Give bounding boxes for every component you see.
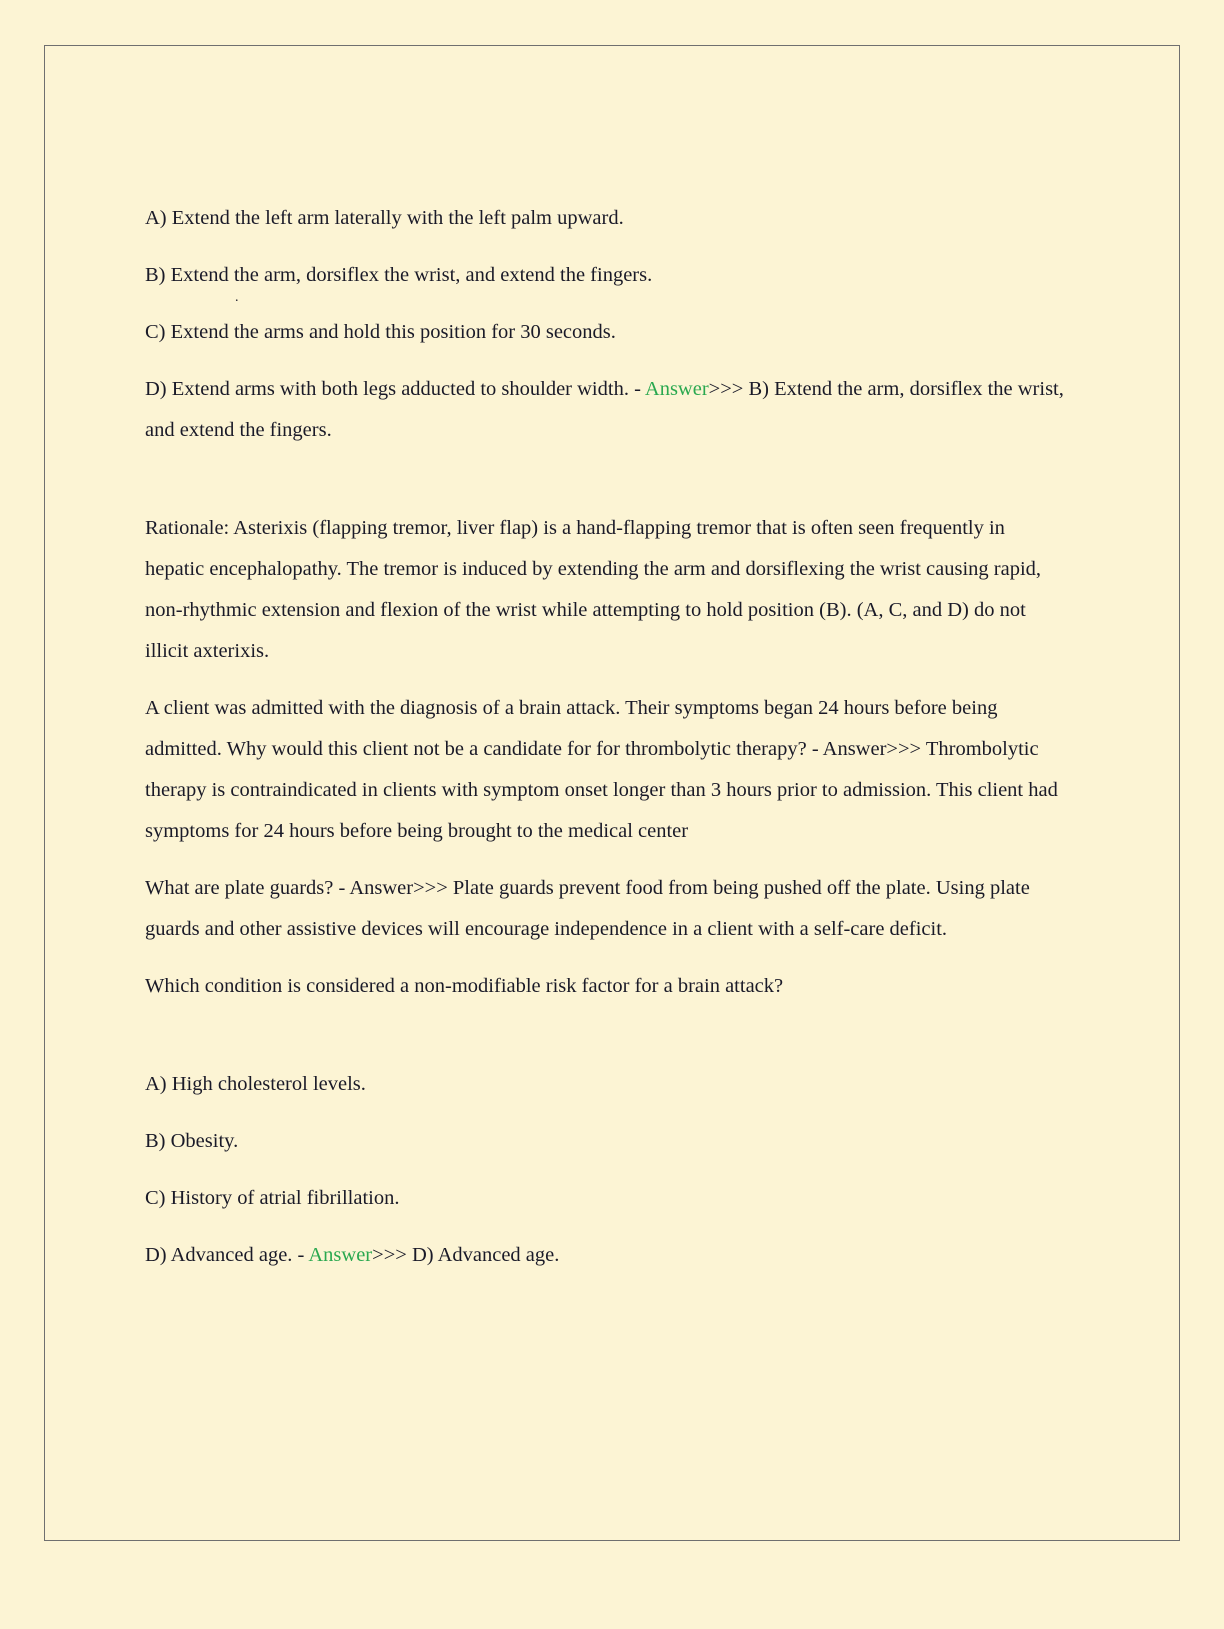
text-segment: What are plate guards? - Answer>>> Plate guards prevent food from being pushed off the plate. Using plate guards and other assistive devices will encourage independence in a client with a self-care deficit. (145, 877, 1030, 940)
document-page (44, 45, 1180, 1541)
text-segment: Which condition is considered a non-modifiable risk factor for a brain attack? (145, 975, 784, 997)
text-segment: A) Extend the left arm laterally with the left palm upward. (145, 207, 624, 229)
answer-label-green: Answer (644, 378, 709, 400)
text-segment: Rationale: Asterixis (flapping tremor, liver flap) is a hand-flapping tremor that is often seen frequently in hepatic encephalopathy. The tremor is induced by extending the arm and dorsiflexing the wrist causing rapid, non-rhythmic extension and flexion of the wrist while attempting to hold position (B). (A, C, and D) do not illicit axterixis. (145, 517, 1042, 662)
text-segment: B) Obesity. (145, 1130, 239, 1152)
option-a-line (145, 198, 1067, 239)
text-segment: A) High cholesterol levels. (145, 1073, 366, 1095)
stray-period-mark: . (235, 290, 239, 305)
document-content (45, 46, 1179, 1372)
option-c-line (145, 312, 1067, 353)
option-d-line-2-with-answer (145, 1235, 1067, 1276)
option-c-line-2 (145, 1178, 1067, 1219)
answer-label-green: Answer (308, 1244, 373, 1266)
option-d-line-with-answer (145, 369, 1067, 451)
rationale-paragraph (145, 508, 1067, 672)
brain-attack-question-paragraph (145, 688, 1067, 852)
text-segment: D) Extend arms with both legs adducted to shoulder width. - (145, 378, 645, 400)
text-segment: >>> D) Advanced age. (372, 1244, 560, 1266)
option-b-line (145, 255, 1067, 296)
text-segment: D) Advanced age. - (145, 1244, 309, 1266)
option-b-line-2 (145, 1121, 1067, 1162)
risk-factor-question (145, 966, 1067, 1007)
text-segment: C) Extend the arms and hold this position for 30 seconds. (145, 321, 616, 343)
text-segment: A client was admitted with the diagnosis of a brain attack. Their symptoms began 24 hours before being admitted. Why would this client not be a candidate for for thrombolytic therapy? - Answer>>> Thrombolytic therapy is contraindicated in clients with symptom onset longer than 3 hours prior to admission. This client had symptoms for 24 hours before being brought to the medical center (145, 697, 1058, 842)
option-a-line-2 (145, 1064, 1067, 1105)
text-segment: >>> B) Extend the arm, dorsiflex the wrist, and extend the fingers. (145, 378, 1064, 441)
text-segment: B) Extend the arm, dorsiflex the wrist, and extend the fingers. (145, 264, 653, 286)
text-segment: C) History of atrial fibrillation. (145, 1187, 400, 1209)
plate-guards-paragraph (145, 868, 1067, 950)
